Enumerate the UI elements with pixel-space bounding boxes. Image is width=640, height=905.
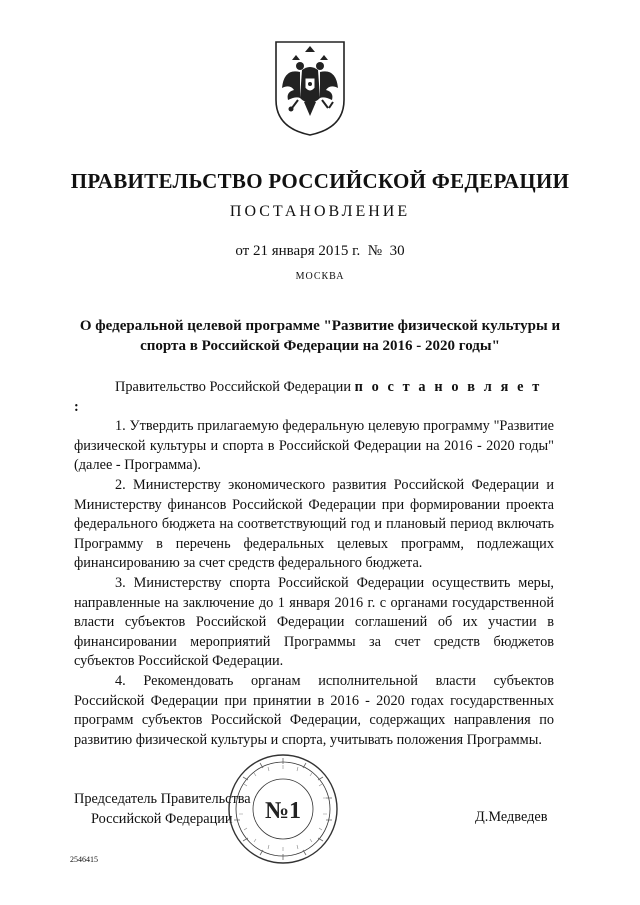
official-seal-stamp [226, 752, 340, 866]
decree-item-4: 4. Рекомендовать органам исполнительной власти субъектов Российской Федерации при принятии в 2016 - 2020 годах государственных программ субъектов Российской Федерации, содержащих направления по развитию физической культуры и спорта, учитывать положения Программы. [74, 672, 554, 748]
subject-line-1: О федеральной целевой программе "Развитие физической культуры и [79, 318, 561, 334]
document-registration-number: 2546415 [70, 855, 98, 864]
signatory-name: Д.Медведев [475, 809, 548, 825]
government-title: ПРАВИТЕЛЬСТВО РОССИЙСКОЙ ФЕДЕРАЦИИ [70, 169, 570, 193]
decree-item-2: 2. Министерству экономического развития Российской Федерации и Министерству финансов Российской Федерации при формировании проекта федерального бюджета на соответствующий год и плановый период включать Программу в перечень федеральных целевых программ, подлежащих финансированию за счет средств федерального бюджета. [74, 476, 554, 572]
preamble [74, 378, 554, 417]
document-type: ПОСТАНОВЛЕНИЕ [229, 203, 411, 220]
decree-body [74, 378, 554, 750]
signatory-title-line-1: Председатель Правительства [74, 791, 251, 807]
preamble-text: Правительство Российской Федерации [115, 379, 351, 395]
coat-of-arms-emblem [272, 38, 348, 138]
subject-line-2: спорта в Российской Федерации на 2016 - 2020 годы" [140, 338, 500, 354]
signatory-title-line-2: Российской Федерации [91, 811, 233, 827]
document-date-number: от 21 января 2015 г. № 30 [235, 243, 405, 259]
decree-word: п о с т а н о в л я е т : [74, 379, 542, 415]
signatory-title [74, 789, 251, 829]
decree-subject [70, 316, 570, 356]
document-city: МОСКВА [295, 271, 345, 282]
stamp-number: №1 [264, 798, 302, 824]
decree-item-1: 1. Утвердить прилагаемую федеральную целевую программу "Развитие физической культуры и спорта в Российской Федерации на 2016 - 2020 годы" (далее - Программа). [74, 418, 554, 474]
decree-item-3: 3. Министерству спорта Российской Федерации осуществить меры, направленные на заключение до 1 января 2016 г. с органами государственной власти субъектов Российской Федерации соглашений об их участии в финансировании мероприятий Программы за счет средств бюджетов субъектов Российской Федерации. [74, 574, 554, 670]
